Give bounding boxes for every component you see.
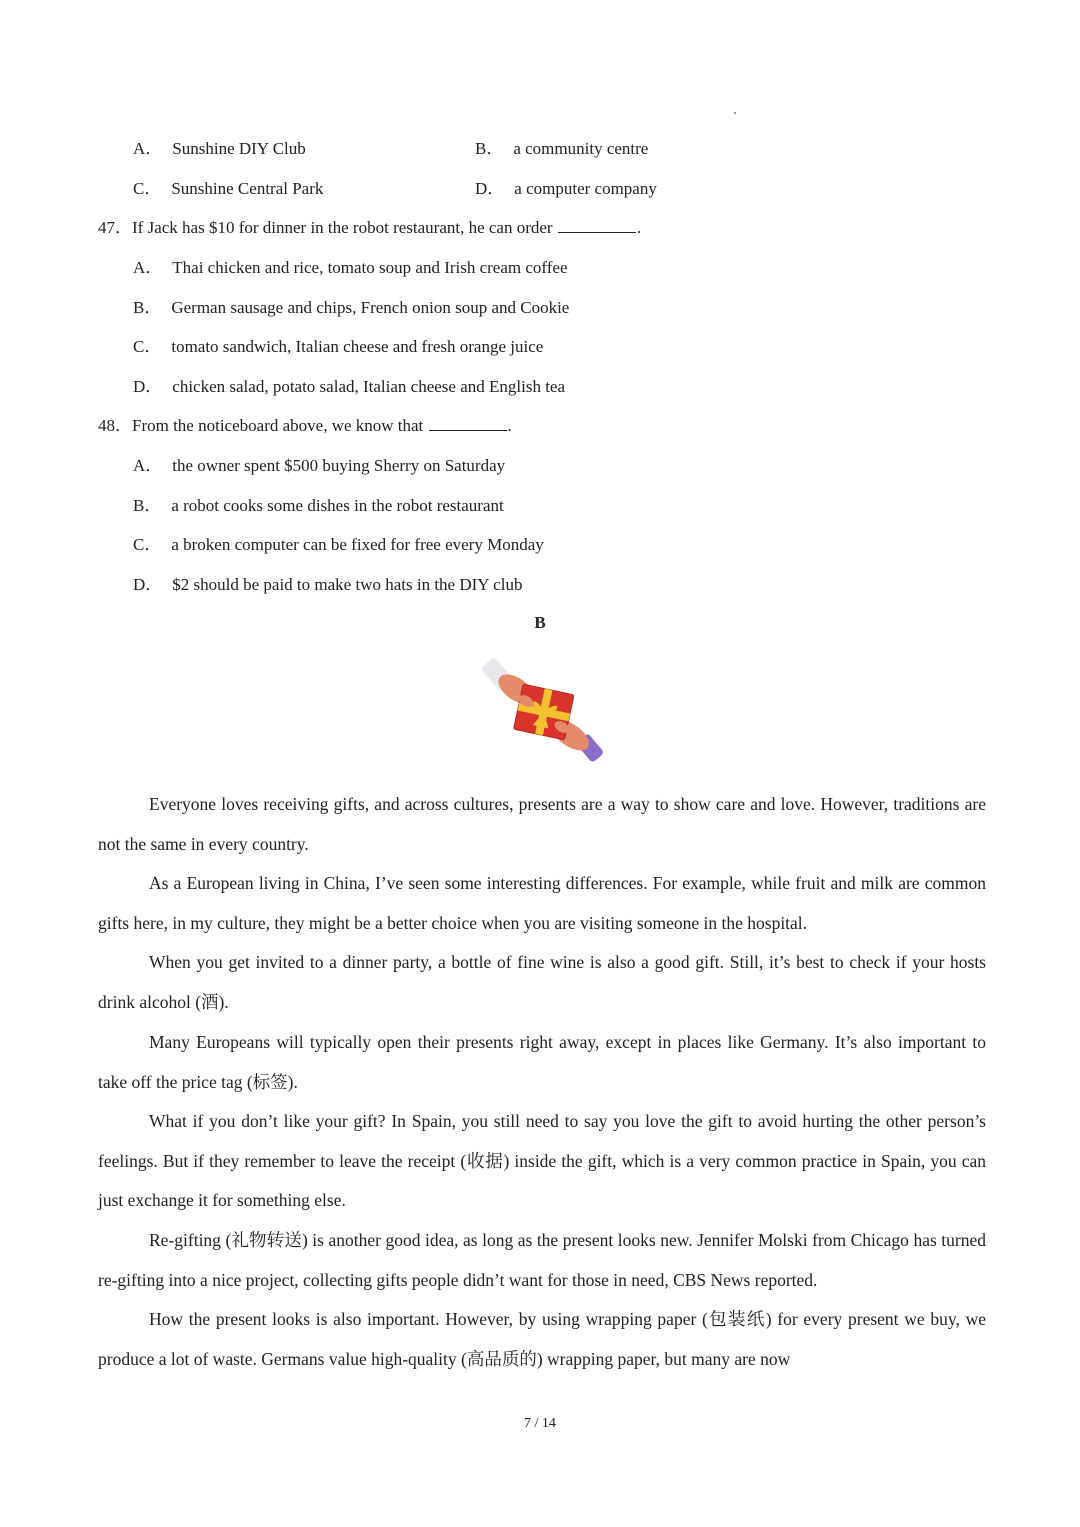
gift-hands-icon: [478, 655, 606, 771]
scan-speck: [734, 112, 736, 114]
q47-option-d[interactable]: D． chicken salad, potato salad, Italian cheese and English tea: [133, 377, 566, 396]
q48-option-a[interactable]: A． the owner spent $500 buying Sherry on Saturday: [133, 456, 506, 475]
q47-stem: 47．If Jack has $10 for dinner in the robot restaurant, he can order .: [98, 218, 642, 237]
section-label: B: [534, 613, 546, 632]
passage-paragraph-5: What if you don’t like your gift? In Spain, you still need to say you love the gift to avoid hurting the other person’s feelings. But if they remember to leave the receipt (收据) inside the gift, which is a very common practice in Spain, you can just exchange it for something else.: [98, 1111, 986, 1211]
q46-option-c[interactable]: C． Sunshine Central Park: [133, 179, 324, 198]
passage-paragraph-6: Re-gifting (礼物转送) is another good idea, as long as the present looks new. Jennifer Molski from Chicago has turned re-gifting into a nice project, collecting gifts people didn’t want for those in need, CBS News reported.: [98, 1230, 986, 1290]
q48-option-d[interactable]: D． $2 should be paid to make two hats in the DIY club: [133, 575, 523, 594]
answer-blank[interactable]: [429, 415, 507, 431]
q47-option-a[interactable]: A． Thai chicken and rice, tomato soup and Irish cream coffee: [133, 258, 568, 277]
q48-stem: 48．From the noticeboard above, we know that .: [98, 416, 512, 435]
answer-blank[interactable]: [558, 217, 636, 233]
q46-option-d[interactable]: D． a computer company: [475, 179, 657, 198]
q46-option-b[interactable]: B． a community centre: [475, 139, 649, 158]
passage-paragraph-7: How the present looks is also important. However, by using wrapping paper (包装纸) for every present we buy, we produce a lot of waste. Germans value high-quality (高品质的) wrapping paper, but many are now: [98, 1309, 986, 1369]
q48-option-b[interactable]: B． a robot cooks some dishes in the robot restaurant: [133, 496, 504, 515]
passage-paragraph-1: Everyone loves receiving gifts, and across cultures, presents are a way to show care and love. However, traditions are not the same in every country.: [98, 794, 986, 854]
q46-option-a[interactable]: A． Sunshine DIY Club: [133, 139, 306, 158]
passage-paragraph-2: As a European living in China, I’ve seen some interesting differences. For example, while fruit and milk are common gifts here, in my culture, they might be a better choice when you are visiting someone in the hospital.: [98, 873, 986, 933]
q47-option-c[interactable]: C． tomato sandwich, Italian cheese and fresh orange juice: [133, 337, 544, 356]
page-number: 7 / 14: [524, 1416, 556, 1431]
q47-option-b[interactable]: B． German sausage and chips, French onion soup and Cookie: [133, 298, 570, 317]
passage-paragraph-3: When you get invited to a dinner party, a bottle of fine wine is also a good gift. Still, it’s best to check if your hosts drink alcohol (酒).: [98, 952, 986, 1012]
q48-option-c[interactable]: C． a broken computer can be fixed for free every Monday: [133, 535, 544, 554]
passage-paragraph-4: Many Europeans will typically open their presents right away, except in places like Germany. It’s also important to take off the price tag (标签).: [98, 1032, 986, 1092]
